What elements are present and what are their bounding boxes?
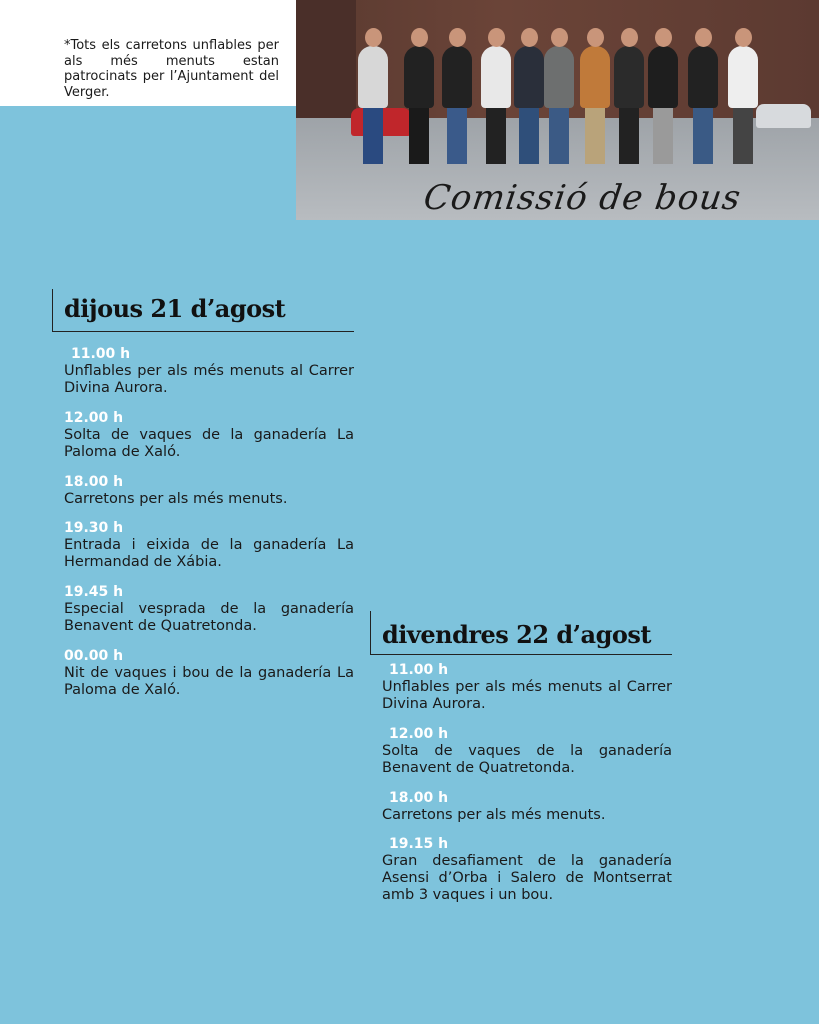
photo-person (580, 46, 610, 108)
person-legs (585, 108, 605, 164)
person-legs (733, 108, 753, 164)
event-description: Unflables per als més menuts al Carrer Divina Aurora. (64, 363, 354, 396)
event-time: 19.45 h (64, 584, 124, 600)
photo-person (358, 46, 388, 108)
event-description: Nit de vaques i bou de la ganadería La Paloma de Xaló. (64, 665, 354, 698)
schedule-event (64, 346, 354, 397)
photo-caption: Comissió de bous (421, 178, 744, 218)
schedule-event (64, 584, 354, 635)
day-rule-horizontal (52, 331, 354, 332)
photo-person (688, 46, 718, 108)
person-legs (549, 108, 569, 164)
event-description: Gran desafiament de la ganadería Asensi d’Orba i Salero de Montserrat amb 3 vaques i un bou. (382, 853, 672, 903)
event-description: Solta de vaques de la ganadería Benavent de Quatretonda. (382, 743, 672, 776)
person-legs (486, 108, 506, 164)
event-description: Especial vesprada de la ganadería Benavent de Quatretonda. (64, 601, 354, 634)
day-rule-vertical (370, 611, 371, 655)
event-time: 18.00 h (64, 474, 124, 490)
person-legs (693, 108, 713, 164)
person-legs (447, 108, 467, 164)
person-head (655, 28, 672, 47)
event-time: 18.00 h (389, 790, 449, 806)
person-head (521, 28, 538, 47)
schedule-event (382, 790, 672, 824)
day-rule-horizontal (370, 654, 672, 655)
photo-person (442, 46, 472, 108)
person-head (449, 28, 466, 47)
schedule-event (64, 410, 354, 461)
person-legs (519, 108, 539, 164)
event-time: 11.00 h (71, 346, 131, 362)
photo-person (614, 46, 644, 108)
photo-pillar (296, 0, 356, 118)
schedule-event (382, 662, 672, 713)
schedule-event (64, 474, 354, 508)
event-time: 00.00 h (64, 648, 124, 664)
person-legs (363, 108, 383, 164)
person-legs (619, 108, 639, 164)
event-time: 12.00 h (64, 410, 124, 426)
event-description: Solta de vaques de la ganadería La Paloma de Xaló. (64, 427, 354, 460)
event-time: 19.30 h (64, 520, 124, 536)
person-head (411, 28, 428, 47)
day-title: divendres 22 d’agost (382, 620, 651, 649)
person-legs (653, 108, 673, 164)
event-description: Unflables per als més menuts al Carrer Divina Aurora. (382, 679, 672, 712)
person-head (488, 28, 505, 47)
photo-person (514, 46, 544, 108)
sponsor-note: *Tots els carretons unflables per als més menuts estan patrocinats per l’Ajuntament del Verger. (64, 38, 279, 100)
person-head (551, 28, 568, 47)
person-head (621, 28, 638, 47)
event-time: 11.00 h (389, 662, 449, 678)
photo-person (481, 46, 511, 108)
person-head (365, 28, 382, 47)
photo-person (404, 46, 434, 108)
event-description: Carretons per als més menuts. (64, 491, 288, 507)
event-description: Entrada i eixida de la ganadería La Hermandad de Xábia. (64, 537, 354, 570)
event-time: 19.15 h (389, 836, 449, 852)
person-head (587, 28, 604, 47)
event-description: Carretons per als més menuts. (382, 807, 606, 823)
photo-person (544, 46, 574, 108)
event-time: 12.00 h (389, 726, 449, 742)
photo-person (728, 46, 758, 108)
person-legs (409, 108, 429, 164)
schedule-event (64, 520, 354, 571)
schedule-event (382, 836, 672, 904)
photo-person (648, 46, 678, 108)
person-head (695, 28, 712, 47)
schedule-event (64, 648, 354, 699)
day-rule-vertical (52, 289, 53, 332)
day-title: dijous 21 d’agost (64, 294, 286, 323)
photo-car-white (756, 104, 811, 128)
person-head (735, 28, 752, 47)
schedule-event (382, 726, 672, 777)
